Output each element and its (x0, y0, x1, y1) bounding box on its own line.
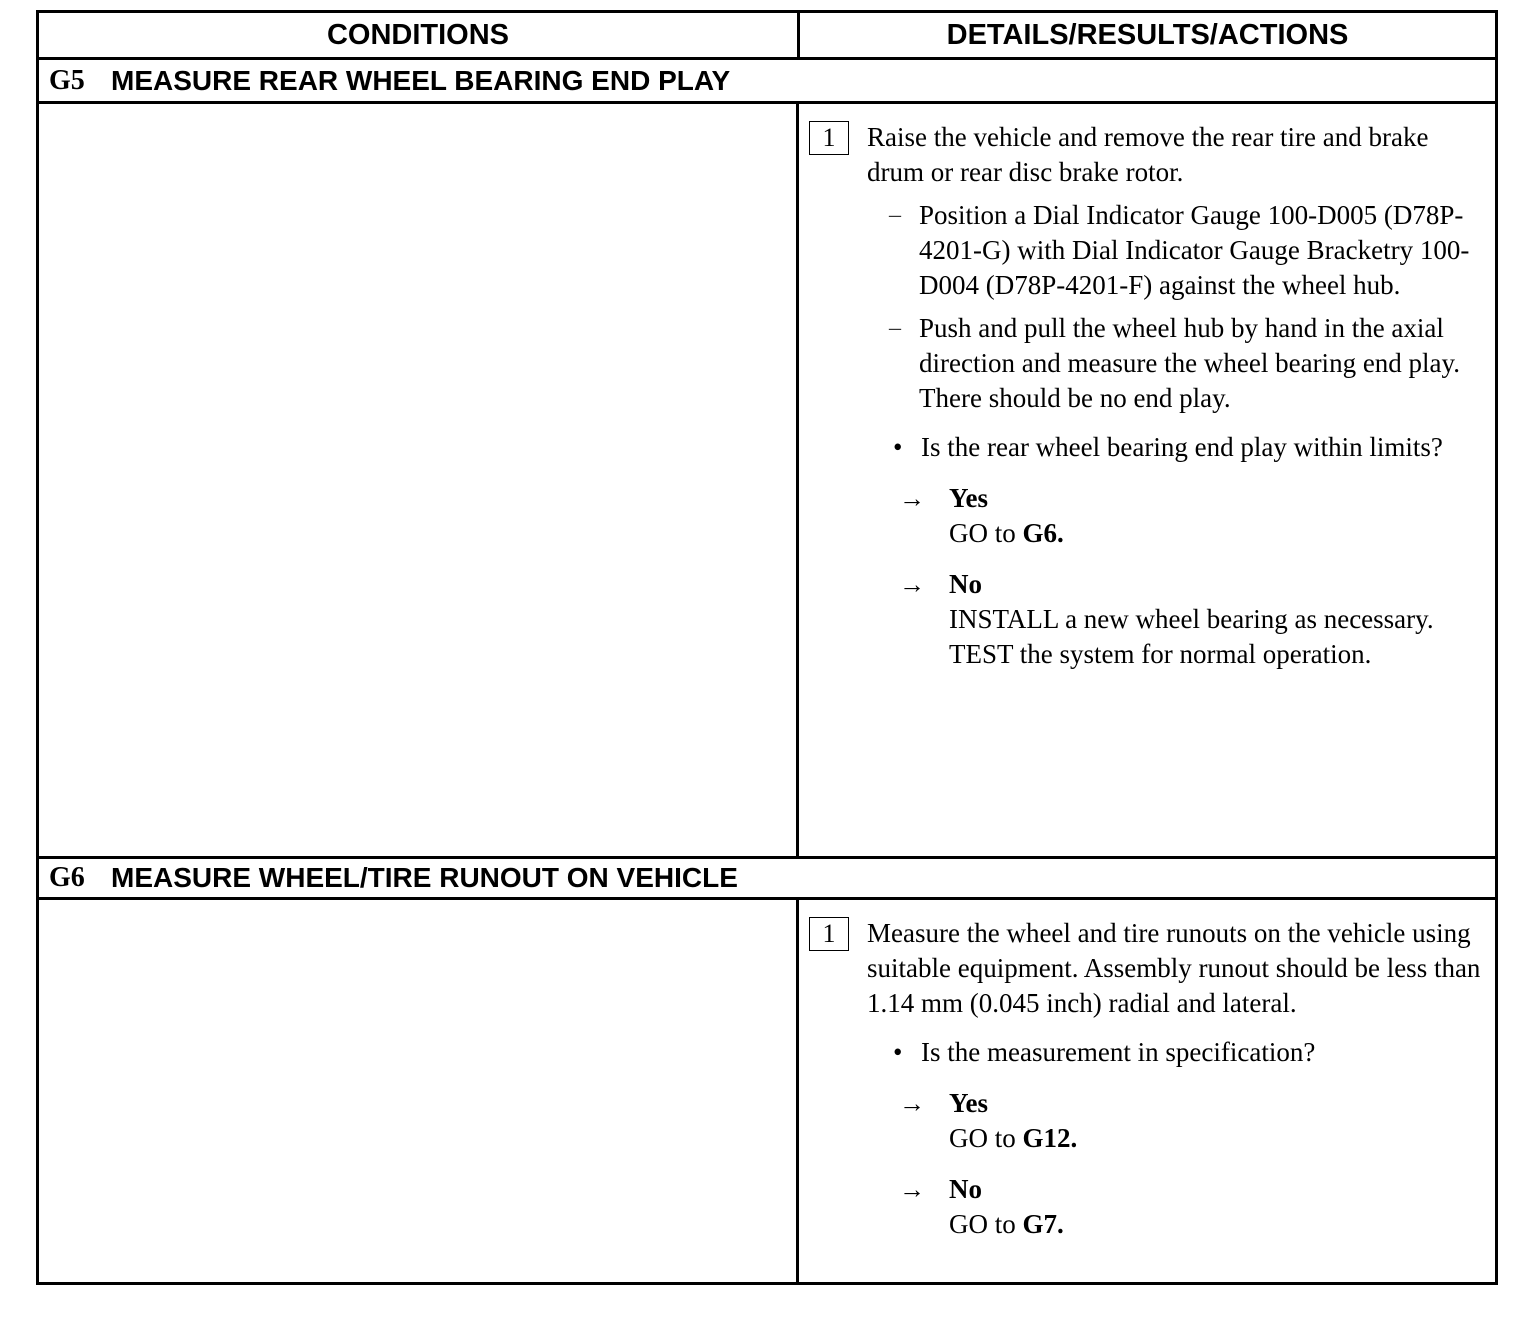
section-title-g5 (39, 60, 1495, 104)
answer-label: No (949, 1174, 982, 1204)
goto-target-link[interactable]: G12. (1022, 1123, 1078, 1153)
answer-action: INSTALL a new wheel bearing as necessary. TEST the system for normal operation. (949, 604, 1434, 669)
table-header (39, 13, 1495, 60)
step-number-box: 1 (809, 917, 849, 951)
question-text: Is the rear wheel bearing end play within limits? (921, 432, 1443, 462)
details-cell (799, 900, 1495, 1282)
goto-target-link[interactable]: G6. (1022, 518, 1064, 548)
question-text: Is the measurement in specification? (921, 1037, 1316, 1067)
action-text: GO to (949, 1123, 1023, 1153)
step-text: Raise the vehicle and remove the rear tire and brake drum or rear disc brake rotor. (867, 122, 1429, 187)
goto-target-link[interactable]: G7. (1022, 1209, 1064, 1239)
sub-step (889, 198, 1485, 303)
sub-step (889, 311, 1485, 416)
step-text: Measure the wheel and tire runouts on the vehicle using suitable equipment. Assembly runout should be less than 1.14 mm (0.045 inch) radial and lateral. (867, 918, 1481, 1018)
arrow-right-icon: → (899, 1089, 925, 1118)
arrow-right-icon: → (899, 1175, 925, 1204)
action-text: GO to (949, 518, 1023, 548)
section-id: G6 (49, 862, 85, 893)
section-title-g6 (39, 856, 1495, 900)
section-body-g5 (39, 104, 1495, 856)
question (893, 1035, 1485, 1070)
step-1 (809, 916, 1485, 1021)
arrow-right-icon: → (899, 570, 925, 599)
details-header: DETAILS/RESULTS/ACTIONS (946, 18, 1349, 51)
conditions-cell (39, 900, 799, 1282)
bullet-icon: • (893, 432, 903, 462)
answer-action (949, 1207, 1485, 1242)
conditions-header: CONDITIONS (39, 13, 800, 57)
sub-step-text: Push and pull the wheel hub by hand in the axial direction and measure the wheel bearing end play. There should be no end play. (919, 313, 1461, 413)
answer-no (899, 1172, 1485, 1242)
conditions-cell (39, 104, 799, 856)
step-1 (809, 120, 1485, 190)
section-title-text: MEASURE REAR WHEEL BEARING END PLAY (111, 64, 731, 96)
answer-yes (899, 481, 1485, 551)
answer-action (949, 516, 1485, 551)
step-number-box: 1 (809, 121, 849, 155)
arrow-right-icon: → (899, 484, 925, 513)
answer-action (949, 1121, 1485, 1156)
answer-yes (899, 1086, 1485, 1156)
diagnostic-table (36, 10, 1498, 1285)
bullet-icon: • (893, 1037, 903, 1067)
action-text: GO to (949, 1209, 1023, 1239)
dash-marker: – (889, 315, 901, 341)
section-id: G5 (49, 64, 85, 96)
section-body-g6 (39, 900, 1495, 1282)
dash-marker: – (889, 202, 901, 228)
answer-label: Yes (949, 483, 988, 513)
answer-label: No (949, 569, 982, 599)
details-cell (799, 104, 1495, 856)
answer-no (899, 567, 1485, 672)
sub-step-text: Position a Dial Indicator Gauge 100-D005 (D78P-4201-G) with Dial Indicator Gauge Bracketry 100-D004 (D78P-4201-F) against the wheel hub. (919, 200, 1470, 300)
question (893, 430, 1485, 465)
section-title-text: MEASURE WHEEL/TIRE RUNOUT ON VEHICLE (111, 862, 738, 893)
answer-label: Yes (949, 1088, 988, 1118)
